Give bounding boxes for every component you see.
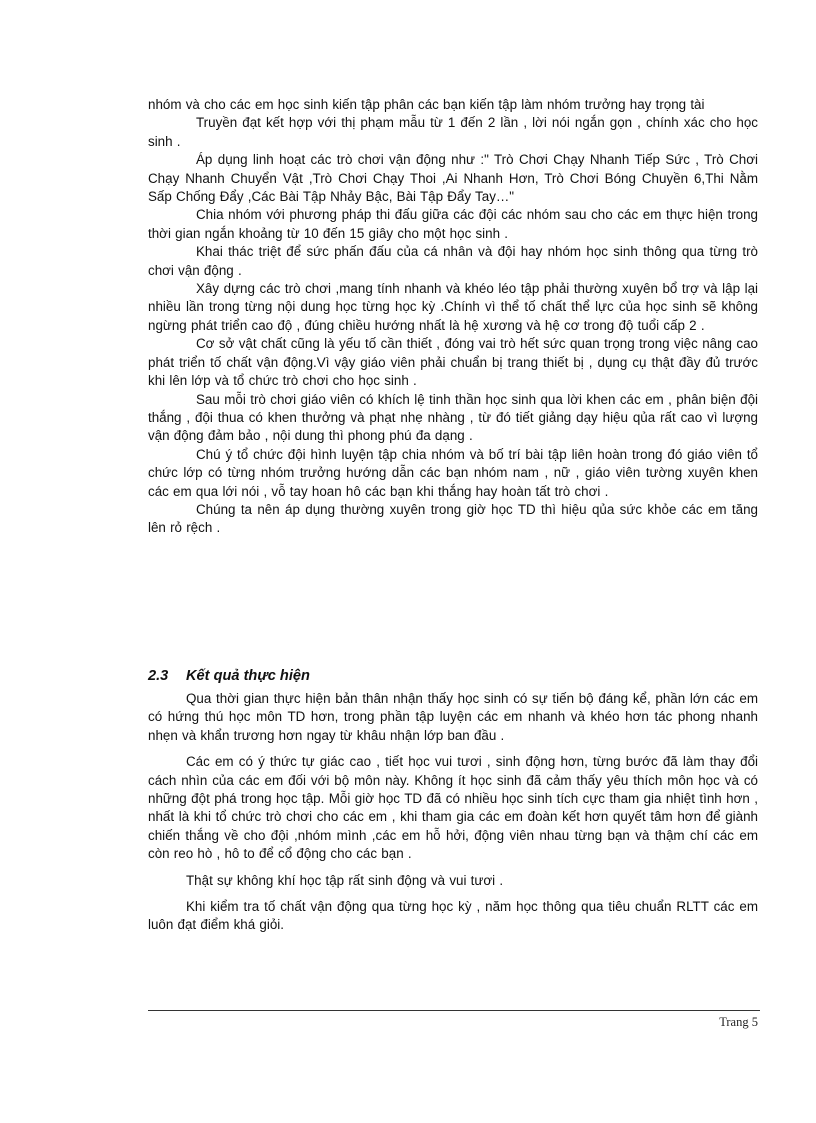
paragraph: Chú ý tổ chức đội hình luyện tập chia nhóm và bố trí bài tập liên hoàn trong đó giáo viên tổ chức lớp có từng nhóm trưởng hướng dẫn các bạn nhóm nam , nữ , giáo viên tường xuyên khen các em qua lới nói , vỗ tay hoan hô các bạn khi thắng hay hoàn tất trò chơi . <box>148 446 758 499</box>
paragraph: Chúng ta nên áp dụng thường xuyên trong giờ học TD thì hiệu qủa sức khỏe các em tăng lên rỏ rệch . <box>148 501 758 536</box>
paragraph: Cơ sở vật chất cũng là yếu tố cần thiết , đóng vai trò hết sức quan trọng trong việc nâng cao phát triển tố chất vận động.Vì vậy giáo viên phải chuẩn bị trang thiết bị , dụng cụ thật đầy đủ trước khi lên lớp và tổ chức trò chơi cho học sinh . <box>148 336 758 389</box>
paragraph: Qua thời gian thực hiện bản thân nhận thấy học sinh có sự tiến bộ đáng kể, phần lớn các em có hứng thú học môn TD hơn, trong phần tập luyện các em nhanh và khéo hơn tác phong nhanh nhẹn và khẩn trương hơn ngay từ khâu nhận lớp ban đầu . <box>148 691 758 743</box>
paragraph: Xây dựng các trò chơi ,mang tính nhanh và khéo léo tập phải thường xuyên bổ trợ và lập lại nhiều lần trong từng nội dung học từng học kỳ .Chính vì thể tố chất thể lực của học sinh sẽ không ngừng phát triển cao độ , đúng chiều hướng nhất là hệ xương và hệ cơ trong độ tuổi cấp 2 . <box>148 281 758 333</box>
footer-divider <box>148 1010 760 1011</box>
paragraph: Các em có ý thức tự giác cao , tiết học vui tươi , sinh động hơn, từng bước đã làm thay đổi cách nhìn của các em đối với bộ môn này. Không ít học sinh đã cảm thấy yêu thích môn học và có những đột phá trong học tập. Mỗi giờ học TD đã có nhiều học sinh tích cực tham gia nhiệt tình hơn , nhất là khi tổ chức trò chơi cho các em , khi tham gia các em đoàn kết hơn quyết tâm hơn để giành chiến thắng về cho đội ,nhóm mình ,các em hỗ hởi, động viên nhau từng bạn và thậm chí các em còn reo hò , hô to để cổ động cho các bạn . <box>148 754 758 862</box>
section-title: Kết quả thực hiện <box>186 668 310 684</box>
page-number: Trang 5 <box>719 1015 758 1029</box>
paragraph: Khi kiểm tra tố chất vận động qua từng học kỳ , năm học thông qua tiêu chuẩn RLTT các em luôn đạt điểm khá giỏi. <box>148 899 758 933</box>
paragraph: Truyền đạt kết hợp với thị phạm mẫu từ 1 đến 2 lần , lời nói ngắn gọn , chính xác cho học sinh . <box>148 115 758 149</box>
paragraph: Khai thác triệt để sức phấn đấu của cá nhân và đội hay nhóm học sinh thông qua từng trò chơi vận động . <box>148 244 758 278</box>
paragraph: Thật sự không khí học tập rất sinh động và vui tươi . <box>186 872 504 888</box>
paragraph: Sau mỗi trò chơi giáo viên có khích lệ tinh thần học sinh qua lời khen các em , phân biện đội thắng , đội thua có khen thưởng và phạt nhẹ nhàng , từ đó tiết giảng dạy hiệu qủa rất cao vì lượng vận động đảm bảo , nội dung thì phong phú đa dạng . <box>148 391 758 444</box>
body-text <box>148 96 758 538</box>
paragraph: Chia nhóm với phương pháp thi đấu giữa các đội các nhóm sau cho các em thực hiện trong thời gian ngắn khoảng từ 10 đến 15 giây cho một học sinh . <box>148 207 758 241</box>
paragraph: Áp dụng linh hoạt các trò chơi vận động như :" Trò Chơi Chạy Nhanh Tiếp Sức , Trò Chơi Chạy Nhanh Chuyển Vật ,Trò Chơi Chạy Thoi ,Ai Nhanh Hơn, Trò Chơi Bóng Chuyền 6,Thi Nằm Sấp Chống Đẩy ,Các Bài Tập Nhảy Bậc, Bài Tập Đẩy Tay…" <box>148 152 758 205</box>
results-text <box>148 690 758 935</box>
section-number: 2.3 <box>148 668 169 684</box>
section-heading <box>148 666 758 686</box>
paragraph: nhóm và cho các em học sinh kiến tập phân các bạn kiến tập làm nhóm trưởng hay trọng tài <box>148 97 705 112</box>
